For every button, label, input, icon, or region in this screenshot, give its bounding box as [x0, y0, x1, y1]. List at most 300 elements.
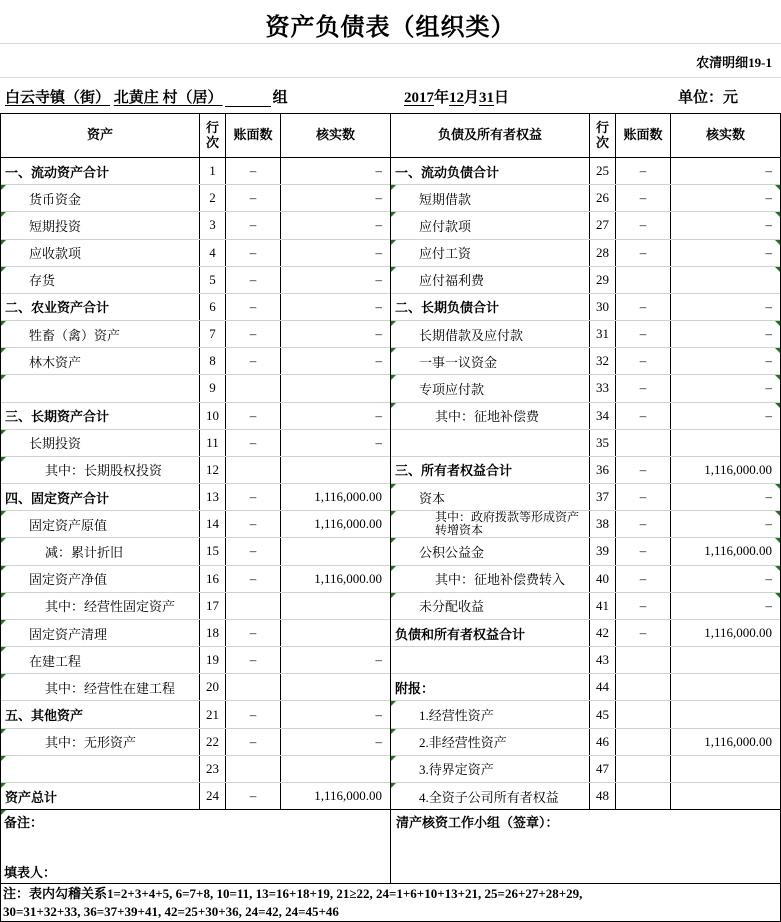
verified-value-cell[interactable]: 1,116,000.00 [314, 489, 382, 505]
date-month: 12 [449, 90, 465, 106]
book-value-cell[interactable]: – [226, 566, 281, 592]
verified-value-cell[interactable]: – [671, 240, 780, 266]
item-label-cell[interactable]: 一事一议资金 [391, 348, 590, 374]
line-no-cell[interactable]: 28 [590, 240, 616, 266]
comment-triangle-icon [1, 566, 6, 571]
verified-value-cell[interactable] [671, 783, 780, 809]
preparer-label: 填表人： [4, 865, 57, 880]
comment-triangle-icon [1, 620, 6, 625]
comment-triangle-icon [1, 647, 6, 652]
left-row-23 [1, 756, 390, 783]
book-value-cell[interactable]: – [226, 538, 281, 564]
left-row-3 [1, 212, 390, 239]
book-value-cell[interactable]: – [616, 511, 671, 537]
book-value-cell[interactable]: – [226, 348, 281, 374]
left-row-12 [1, 457, 390, 484]
notes-section [0, 810, 781, 884]
comment-triangle-icon [1, 783, 6, 788]
verified-value-cell[interactable]: – [375, 271, 382, 287]
comment-triangle-icon [775, 348, 780, 353]
item-label-cell[interactable]: 其中：长期股权投资 [1, 457, 200, 483]
item-label-cell[interactable]: 公积公益金 [391, 538, 590, 564]
item-label-cell[interactable] [391, 430, 590, 456]
form-code-label: 农清明细19-1 [696, 55, 772, 70]
report-date[interactable] [404, 86, 509, 107]
book-value-cell[interactable] [616, 674, 671, 700]
line-no-cell[interactable]: 19 [200, 647, 226, 673]
verified-value-cell[interactable]: 1,116,000.00 [671, 538, 780, 564]
line-no-cell[interactable]: 7 [200, 321, 226, 347]
book-value-cell[interactable] [226, 756, 281, 782]
line-no-cell[interactable]: 22 [200, 729, 226, 755]
item-label-cell[interactable]: 其中：征地补偿费 [391, 403, 590, 429]
book-value-cell[interactable] [616, 701, 671, 727]
line-no-cell[interactable]: 27 [590, 212, 616, 238]
item-label-cell[interactable]: 3.待界定资产 [391, 756, 590, 782]
item-label-cell[interactable]: 应付工资 [391, 240, 590, 266]
date-year-label: 年 [434, 90, 450, 106]
right-row-37 [391, 484, 780, 511]
verified-value-cell[interactable] [281, 756, 390, 782]
item-label-cell[interactable]: 一、流动负债合计 [391, 158, 590, 184]
book-value-cell[interactable]: – [226, 212, 281, 238]
item-label-cell[interactable]: 附报： [391, 674, 590, 700]
line-no-cell[interactable]: 4 [200, 240, 226, 266]
item-label-cell[interactable]: 负债和所有者权益合计 [391, 620, 590, 646]
book-value-cell[interactable]: – [226, 158, 281, 184]
book-value-column-header[interactable]: 账面数 [616, 114, 671, 157]
line-no-cell[interactable]: 37 [590, 484, 616, 510]
right-row-35 [391, 430, 780, 457]
item-label-cell[interactable]: 固定资产净值 [1, 566, 200, 592]
remark-label: 备注： [4, 815, 44, 830]
line-no-cell[interactable]: 11 [200, 430, 226, 456]
left-row-18 [1, 620, 390, 647]
right-row-39 [391, 538, 780, 565]
remark-cell[interactable] [1, 810, 391, 883]
verified-value-cell[interactable]: 1,116,000.00 [704, 625, 772, 640]
comment-triangle-icon [391, 701, 396, 706]
book-value-cell[interactable] [226, 674, 281, 700]
item-label-cell[interactable]: 应付福利费 [391, 267, 590, 293]
line-no-cell[interactable]: 5 [200, 267, 226, 293]
item-label-cell[interactable]: 固定资产原值 [1, 511, 200, 537]
item-label-cell[interactable]: 货币资金 [1, 185, 200, 211]
item-label-cell[interactable]: 林木资产 [1, 348, 200, 374]
line-no-cell[interactable]: 41 [590, 593, 616, 619]
line-no-cell[interactable]: 35 [590, 430, 616, 456]
right-row-31 [391, 321, 780, 348]
line-no-cell[interactable]: 42 [590, 620, 616, 646]
comment-triangle-icon [391, 321, 396, 326]
item-label-cell[interactable]: 2.非经营性资产 [391, 729, 590, 755]
right-row-34 [391, 403, 780, 430]
line-no-cell[interactable]: 29 [590, 267, 616, 293]
line-no-cell[interactable]: 13 [200, 484, 226, 510]
item-label-cell[interactable] [1, 375, 200, 401]
verified-value-cell[interactable]: – [375, 217, 382, 233]
book-value-cell[interactable]: – [616, 294, 671, 320]
book-value-cell[interactable]: – [616, 566, 671, 592]
item-label-cell[interactable]: 一、流动资产合计 [1, 158, 200, 184]
line-no-cell[interactable]: 3 [200, 212, 226, 238]
assets-table-body [1, 158, 390, 809]
comment-triangle-icon [391, 212, 396, 217]
verified-value-cell[interactable] [671, 267, 780, 293]
book-value-cell[interactable]: – [616, 185, 671, 211]
line-no-cell[interactable]: 17 [200, 593, 226, 619]
book-value-cell[interactable] [616, 756, 671, 782]
item-label-cell[interactable]: 二、农业资产合计 [1, 294, 200, 320]
comment-triangle-icon [391, 538, 396, 543]
left-row-6 [1, 294, 390, 321]
verified-value-cell[interactable] [281, 620, 390, 646]
line-no-cell[interactable]: 45 [590, 701, 616, 727]
team-label: 清产核资工作小组（签章）： [396, 815, 559, 830]
item-label-cell[interactable]: 牲畜（禽）资产 [1, 321, 200, 347]
book-value-cell[interactable]: – [226, 729, 281, 755]
comment-triangle-icon [1, 756, 6, 761]
book-value-cell[interactable] [226, 593, 281, 619]
left-row-10 [1, 403, 390, 430]
comment-triangle-icon [391, 566, 396, 571]
book-value-cell[interactable]: – [226, 267, 281, 293]
verified-value-cell[interactable]: – [671, 185, 780, 211]
comment-triangle-icon [775, 593, 780, 598]
item-label-cell[interactable]: 应付款项 [391, 212, 590, 238]
book-value-cell[interactable]: – [226, 403, 281, 429]
line-no-cell[interactable]: 43 [590, 647, 616, 673]
item-label-cell[interactable]: 四、固定资产合计 [1, 484, 200, 510]
line-no-cell[interactable]: 16 [200, 566, 226, 592]
book-value-cell[interactable]: – [616, 484, 671, 510]
line-no-cell[interactable]: 25 [590, 158, 616, 184]
comment-triangle-icon [775, 375, 780, 380]
left-row-16 [1, 566, 390, 593]
item-label-cell[interactable] [1, 756, 200, 782]
line-no-cell[interactable]: 38 [590, 511, 616, 537]
verified-value-cell[interactable]: – [375, 434, 382, 450]
verified-value-cell[interactable]: – [671, 403, 780, 429]
item-label-cell[interactable]: 长期借款及应付款 [391, 321, 590, 347]
item-label-cell[interactable]: 三、长期资产合计 [1, 403, 200, 429]
left-row-19 [1, 647, 390, 674]
left-row-24 [1, 783, 390, 809]
book-value-cell[interactable]: – [616, 620, 671, 646]
comment-triangle-icon [775, 240, 780, 245]
book-value-cell[interactable]: – [616, 403, 671, 429]
comment-triangle-icon [1, 212, 6, 217]
comment-triangle-icon [391, 511, 396, 516]
item-label-cell[interactable]: 专项应付款 [391, 375, 590, 401]
book-value-cell[interactable]: – [226, 701, 281, 727]
assets-table-header [1, 114, 390, 158]
line-no-cell[interactable]: 33 [590, 375, 616, 401]
comment-triangle-icon [1, 430, 6, 435]
book-value-cell[interactable]: – [226, 484, 281, 510]
liabilities-table-header [391, 114, 780, 158]
item-label-cell[interactable]: 资产总计 [1, 783, 200, 809]
line-no-cell[interactable]: 39 [590, 538, 616, 564]
book-value-cell[interactable]: – [226, 783, 281, 809]
group-blank-field[interactable] [225, 92, 271, 107]
book-value-cell[interactable]: – [616, 375, 671, 401]
right-row-46 [391, 729, 780, 756]
line-no-cell[interactable]: 47 [590, 756, 616, 782]
comment-triangle-icon [775, 212, 780, 217]
book-value-cell[interactable]: – [226, 321, 281, 347]
verified-value-cell[interactable]: – [375, 326, 382, 342]
item-label-cell[interactable]: 长期投资 [1, 430, 200, 456]
book-value-cell[interactable] [616, 729, 671, 755]
left-row-9 [1, 375, 390, 402]
line-no-cell[interactable]: 2 [200, 185, 226, 211]
item-label-cell[interactable]: 五、其他资产 [1, 701, 200, 727]
right-row-26 [391, 185, 780, 212]
comment-triangle-icon [775, 538, 780, 543]
line-no-cell[interactable]: 10 [200, 403, 226, 429]
verified-value-cell[interactable]: 1,116,000.00 [314, 570, 382, 586]
item-label-cell[interactable]: 资本 [391, 484, 590, 510]
item-label-cell[interactable]: 其中：经营性在建工程 [1, 674, 200, 700]
left-row-1 [1, 158, 390, 185]
line-no-cell[interactable]: 12 [200, 457, 226, 483]
town-field[interactable]: 白云寺镇 [5, 90, 66, 106]
line-no-cell[interactable]: 6 [200, 294, 226, 320]
verified-value-cell[interactable]: – [671, 593, 780, 619]
verified-value-cell[interactable] [281, 538, 390, 564]
left-row-20 [1, 674, 390, 701]
book-value-cell[interactable] [616, 430, 671, 456]
line-no-cell[interactable]: 34 [590, 403, 616, 429]
item-label-cell[interactable]: 短期投资 [1, 212, 200, 238]
line-no-cell[interactable]: 21 [200, 701, 226, 727]
verified-value-cell[interactable]: – [671, 212, 780, 238]
verified-value-cell[interactable] [671, 430, 780, 456]
line-no-column-header[interactable]: 行次 [590, 114, 616, 157]
verified-value-column-header[interactable]: 核实数 [315, 127, 355, 143]
line-no-cell[interactable]: 30 [590, 294, 616, 320]
footnote [0, 884, 781, 922]
verified-value-cell[interactable]: – [671, 348, 780, 374]
right-row-27 [391, 212, 780, 239]
date-day-label: 日 [494, 90, 510, 106]
right-row-30 [391, 294, 780, 321]
comment-triangle-icon [775, 484, 780, 489]
book-value-column-header[interactable]: 账面数 [226, 114, 281, 157]
item-label-cell[interactable]: 其中：政府拨款等形成资产转增资本 [391, 511, 590, 537]
verified-value-cell[interactable]: – [375, 407, 382, 423]
book-value-cell[interactable]: – [226, 430, 281, 456]
org-line[interactable] [5, 86, 288, 107]
line-no-cell[interactable]: 40 [590, 566, 616, 592]
book-value-cell[interactable]: – [226, 511, 281, 537]
liabilities-table [390, 114, 780, 809]
line-no-cell[interactable]: 32 [590, 348, 616, 374]
comment-triangle-icon [1, 593, 6, 598]
book-value-cell[interactable]: – [616, 457, 671, 483]
verified-value-cell[interactable]: 1,116,000.00 [314, 788, 382, 804]
verified-value-column-header[interactable]: 核实数 [705, 127, 745, 143]
comment-triangle-icon [775, 267, 780, 272]
verified-value-cell[interactable] [281, 375, 390, 401]
unit-label: 单位：元 [678, 90, 739, 106]
item-label-cell[interactable]: 存货 [1, 267, 200, 293]
verified-value-cell[interactable]: – [375, 733, 382, 749]
village-field[interactable]: 北黄庄 [113, 90, 159, 106]
right-row-41 [391, 593, 780, 620]
comment-triangle-icon [775, 185, 780, 190]
book-value-cell[interactable] [616, 647, 671, 673]
item-label-cell[interactable]: 4.全资子公司所有者权益 [391, 783, 590, 809]
line-no-cell[interactable]: 14 [200, 511, 226, 537]
right-row-47 [391, 756, 780, 783]
verified-value-cell[interactable]: 1,116,000.00 [314, 516, 382, 532]
line-no-cell[interactable]: 8 [200, 348, 226, 374]
item-label-cell[interactable]: 应收款项 [1, 240, 200, 266]
book-value-cell[interactable]: – [616, 321, 671, 347]
item-label-cell[interactable]: 1.经营性资产 [391, 701, 590, 727]
verified-value-cell[interactable]: – [765, 298, 772, 314]
liabilities-column-header[interactable]: 负债及所有者权益 [391, 114, 590, 157]
verified-value-cell[interactable]: – [375, 244, 382, 260]
book-value-cell[interactable] [226, 375, 281, 401]
verified-value-cell[interactable]: – [375, 353, 382, 369]
item-label-cell[interactable]: 其中：无形资产 [1, 729, 200, 755]
verified-value-cell[interactable]: – [671, 511, 780, 537]
left-row-14 [1, 511, 390, 538]
book-value-cell[interactable] [226, 457, 281, 483]
item-label-cell[interactable]: 在建工程 [1, 647, 200, 673]
verification-team-cell[interactable] [391, 810, 780, 883]
right-row-45 [391, 701, 780, 728]
book-value-cell[interactable] [616, 267, 671, 293]
verified-value-cell[interactable]: – [375, 652, 382, 668]
comment-triangle-icon [775, 511, 780, 516]
line-no-cell[interactable]: 31 [590, 321, 616, 347]
right-row-32 [391, 348, 780, 375]
left-row-17 [1, 593, 390, 620]
book-value-cell[interactable]: – [616, 348, 671, 374]
item-label-cell[interactable]: 其中：经营性固定资产 [1, 593, 200, 619]
comment-triangle-icon [1, 457, 6, 462]
verified-value-cell[interactable]: – [375, 706, 382, 722]
line-no-column-header[interactable]: 行次 [200, 114, 226, 157]
line-no-cell[interactable]: 23 [200, 756, 226, 782]
comment-triangle-icon [391, 267, 396, 272]
item-label-cell[interactable] [391, 647, 590, 673]
verified-value-cell[interactable] [671, 756, 780, 782]
comment-triangle-icon [391, 729, 396, 734]
book-value-cell[interactable]: – [616, 158, 671, 184]
book-value-cell[interactable]: – [616, 240, 671, 266]
book-value-cell[interactable]: – [616, 538, 671, 564]
right-row-38 [391, 511, 780, 538]
line-no-cell[interactable]: 9 [200, 375, 226, 401]
line-no-cell[interactable]: 15 [200, 538, 226, 564]
verified-value-cell[interactable]: 1,116,000.00 [704, 733, 772, 749]
right-row-43 [391, 647, 780, 674]
date-day: 31 [479, 90, 495, 106]
date-month-label: 月 [464, 90, 480, 106]
left-row-11 [1, 430, 390, 457]
line-no-cell[interactable]: 1 [200, 158, 226, 184]
book-value-cell[interactable]: – [616, 593, 671, 619]
verified-value-cell[interactable]: – [671, 321, 780, 347]
comment-triangle-icon [1, 538, 6, 543]
comment-triangle-icon [1, 511, 6, 516]
verified-value-cell[interactable] [281, 674, 390, 700]
verified-value-cell[interactable]: – [671, 375, 780, 401]
item-label-cell[interactable]: 未分配收益 [391, 593, 590, 619]
book-value-cell[interactable]: – [226, 294, 281, 320]
divider-line [0, 77, 781, 78]
comment-triangle-icon [775, 321, 780, 326]
comment-triangle-icon [775, 403, 780, 408]
comment-triangle-icon [391, 403, 396, 408]
assets-column-header[interactable]: 资产 [1, 114, 200, 157]
comment-triangle-icon [1, 674, 6, 679]
book-value-cell[interactable]: – [226, 647, 281, 673]
book-value-cell[interactable] [616, 783, 671, 809]
book-value-cell[interactable]: – [226, 240, 281, 266]
verified-value-cell[interactable]: 1,116,000.00 [704, 461, 772, 477]
line-no-cell[interactable]: 36 [590, 457, 616, 483]
book-value-cell[interactable]: – [226, 620, 281, 646]
line-no-cell[interactable]: 26 [590, 185, 616, 211]
line-no-cell[interactable]: 48 [590, 783, 616, 809]
right-row-33 [391, 375, 780, 402]
item-label-cell[interactable]: 减：累计折旧 [1, 538, 200, 564]
verified-value-cell[interactable] [281, 593, 390, 619]
verified-value-cell[interactable]: – [375, 298, 382, 314]
comment-triangle-icon [1, 240, 6, 245]
book-value-cell[interactable]: – [616, 212, 671, 238]
line-no-cell[interactable]: 18 [200, 620, 226, 646]
left-row-4 [1, 240, 390, 267]
comment-triangle-icon [391, 593, 396, 598]
item-label-cell[interactable]: 其中：征地补偿费转入 [391, 566, 590, 592]
line-no-cell[interactable]: 46 [590, 729, 616, 755]
comment-triangle-icon [1, 267, 6, 272]
right-row-29 [391, 267, 780, 294]
verified-value-cell[interactable]: – [671, 484, 780, 510]
verified-value-cell[interactable] [671, 674, 780, 700]
item-label-cell[interactable]: 短期借款 [391, 185, 590, 211]
balance-sheet-table [0, 113, 781, 810]
line-no-cell[interactable]: 24 [200, 783, 226, 809]
line-no-cell[interactable]: 44 [590, 674, 616, 700]
item-label-cell[interactable]: 二、长期负债合计 [391, 294, 590, 320]
item-label-cell[interactable]: 三、所有者权益合计 [391, 457, 590, 483]
verified-value-cell[interactable] [281, 457, 390, 483]
right-row-48 [391, 783, 780, 809]
verified-value-cell[interactable]: – [375, 190, 382, 206]
date-year: 2017 [404, 90, 434, 106]
line-no-cell[interactable]: 20 [200, 674, 226, 700]
item-label-cell[interactable]: 固定资产清理 [1, 620, 200, 646]
verified-value-cell[interactable]: – [375, 163, 382, 179]
right-row-44 [391, 674, 780, 701]
verified-value-cell[interactable] [671, 701, 780, 727]
verified-value-cell[interactable] [671, 647, 780, 673]
book-value-cell[interactable]: – [226, 185, 281, 211]
comment-triangle-icon [391, 240, 396, 245]
comment-triangle-icon [1, 321, 6, 326]
verified-value-cell[interactable]: – [765, 163, 772, 179]
comment-triangle-icon [1, 185, 6, 190]
verified-value-cell[interactable]: – [671, 566, 780, 592]
